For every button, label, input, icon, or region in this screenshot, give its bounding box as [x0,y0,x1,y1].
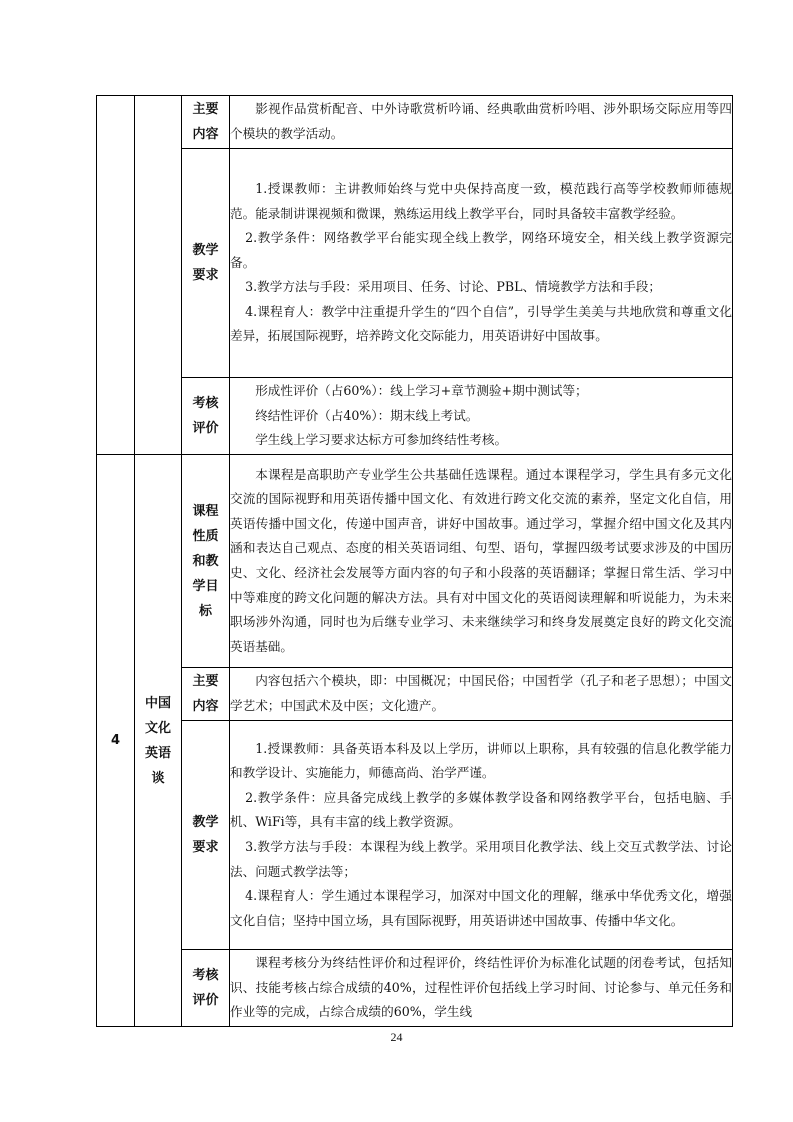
assessment-label: 考核 评价 [182,950,230,1027]
teaching-requirements-label: 教学 要求 [182,149,230,378]
teaching-requirements-text: 1.授课教师：具备英语本科及以上学历，讲师以上职称，具有较强的信息化教学能力和教学设计、实施能力，师德高尚、治学严谨。 2.教学条件：应具备完成线上教学的多媒体教学设备和网络教学平台，包括电脑、手机、WiFi等，具有丰富的线上教学资源。 3.教学方法与手段：本课程为线上教学。采用项目化教学法、线上交互式教学法、讨论法、问题式教学法等； 4.课程育人：学生通过本课程学习，加深对中国文化的理解，继承中华优秀文化，增强文化自信；坚持中国立场，具有国际视野，用英语讲述中国故事、传播中华文化。 [230,721,733,950]
assessment-text: 形成性评价（占60%）：线上学习+章节测验+期中测试等； 终结性评价（占40%）：期末线上考试。 学生线上学习要求达标方可参加终结性考核。 [230,378,733,455]
course4-main-content-row [97,668,733,721]
prev-main-content-row [97,96,733,149]
course-table [96,95,733,1027]
nature-objectives-label: 课程 性质 和教 学目 标 [182,455,230,668]
assessment-label: 考核 评价 [182,378,230,455]
course-number: 4 [97,455,135,1027]
main-content-label: 主要 内容 [182,96,230,149]
prev-course-name-cell [135,96,182,455]
prev-course-number-cell [97,96,135,455]
course4-nature-objectives-row [97,455,733,668]
main-content-text: 内容包括六个模块，即：中国概况；中国民俗；中国哲学（孔子和老子思想）；中国文学艺术；中国武术及中医；文化遗产。 [230,668,733,721]
prev-teaching-requirements-row [97,149,733,378]
course4-assessment-row [97,950,733,1027]
course4-teaching-requirements-row [97,721,733,950]
page-number: 24 [390,1030,403,1044]
main-content-text: 影视作品赏析配音、中外诗歌赏析吟诵、经典歌曲赏析吟唱、涉外职场交际应用等四个模块的教学活动。 [230,96,733,149]
nature-objectives-text: 本课程是高职助产专业学生公共基础任选课程。通过本课程学习，学生具有多元文化交流的国际视野和用英语传播中国文化、有效进行跨文化交流的素养，坚定文化自信，用英语传播中国文化，传递中国声音，讲好中国故事。通过学习，掌握介绍中国文化及其内涵和表达自己观点、态度的相关英语词组、句型、语句，掌握四级考试要求涉及的中国历史、文化、经济社会发展等方面内容的句子和小段落的英语翻译；掌握日常生活、学习中中等难度的跨文化问题的解决方法。具有对中国文化的英语阅读理解和听说能力，为未来职场涉外沟通，同时也为后继专业学习、未来继续学习和终身发展奠定良好的跨文化交流英语基础。 [230,455,733,668]
course-name: 中国 文化 英语 谈 [135,455,182,1027]
assessment-text: 课程考核分为终结性评价和过程评价，终结性评价为标准化试题的闭卷考试，包括知识、技能考核占综合成绩的40%，过程性评价包括线上学习时间、讨论参与、单元任务和作业等的完成，占综合成绩的60%，学生线 [230,950,733,1027]
teaching-requirements-label: 教学 要求 [182,721,230,950]
prev-assessment-row [97,378,733,455]
main-content-label: 主要 内容 [182,668,230,721]
teaching-requirements-text: 1.授课教师：主讲教师始终与党中央保持高度一致，模范践行高等学校教师师德规范。能录制讲课视频和微课，熟练运用线上教学平台，同时具备较丰富教学经验。 2.教学条件：网络教学平台能实现全线上教学，网络环境安全，相关线上教学资源完备。 3.教学方法与手段：采用项目、任务、讨论、PBL、情境教学方法和手段； 4.课程育人：教学中注重提升学生的“四个自信”，引导学生美美与共地欣赏和尊重文化差异，拓展国际视野，培养跨文化交际能力，用英语讲好中国故事。 [230,149,733,378]
